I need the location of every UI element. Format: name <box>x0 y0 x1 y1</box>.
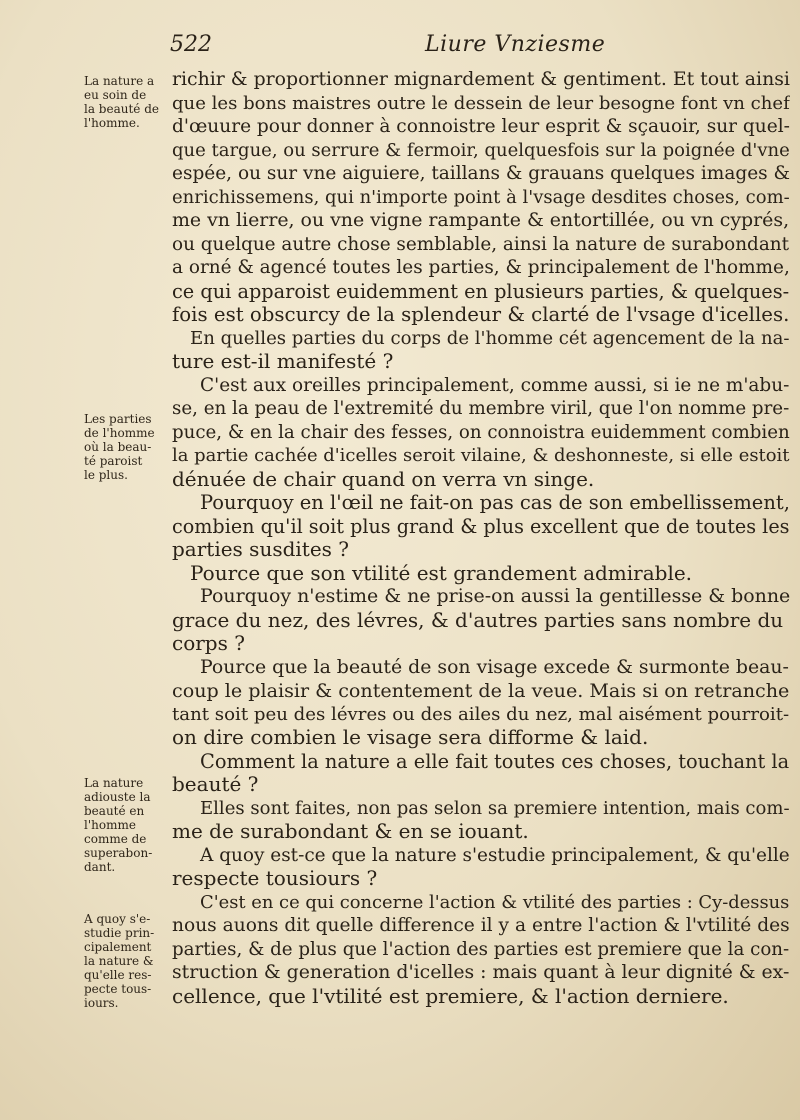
margin-note <box>84 776 170 874</box>
text-line: Pourquoy n'estime & ne prise-on aussi la gentillesse & bonne <box>200 585 790 607</box>
text-line: combien qu'il soit plus grand & plus excellent que de toutes les <box>172 514 790 538</box>
margin-note-line: eu soin de <box>84 88 147 102</box>
text-line: En quelles parties du corps de l'homme cét agencement de la na- <box>190 327 790 349</box>
text-line: C'est en ce qui concerne l'action & vtilité des parties : Cy-dessus <box>200 891 790 913</box>
margin-note-line: cipalement <box>84 940 152 954</box>
text-line: que targue, ou serrure & fermoir, quelquesfois sur la poignée d'vne <box>172 139 790 161</box>
margin-note-line: pecte tous- <box>84 982 152 996</box>
margin-note <box>84 412 170 482</box>
margin-note-line: où la beau- <box>84 440 152 454</box>
margin-note-line: té paroist <box>84 454 143 468</box>
text-line: Pource que la beauté de son visage excede & surmonte beau- <box>200 655 789 678</box>
text-line: tant soit peu des lévres ou des ailes du nez, mal aisément pourroit- <box>172 703 790 725</box>
text-line: Comment la nature a elle fait toutes ces choses, touchant la <box>200 749 790 773</box>
margin-note <box>84 912 170 1010</box>
margin-note-line: La nature a <box>84 74 155 88</box>
text-line: coup le plaisir & contentement de la veue. Mais si on retranche <box>172 679 790 702</box>
margin-note-line: beauté en <box>84 804 145 818</box>
text-line: struction & generation d'icelles : mais quant à leur dignité & ex- <box>172 962 790 983</box>
margin-note-line: comme de <box>84 832 147 846</box>
page-number: 522 <box>170 32 212 57</box>
text-line: d'œuure pour donner à connoistre leur esprit & sçauoir, sur quel- <box>172 116 790 137</box>
margin-note-line: Les parties <box>84 412 152 426</box>
margin-note-line: la nature & <box>84 954 154 968</box>
text-line: richir & proportionner mignardement & gentiment. Et tout ainsi <box>172 68 790 90</box>
body-text <box>172 68 790 1008</box>
text-line: Pource que son vtilité est grandement admirable. <box>190 561 693 585</box>
text-line: fois est obscurcy de la splendeur & clarté de l'vsage d'icelles. <box>172 303 790 326</box>
text-line: espée, ou sur vne aiguiere, taillans & grauans quelques images & <box>172 163 790 184</box>
text-line: grace du nez, des lévres, & d'autres parties sans nombre du <box>172 608 784 632</box>
text-line: se, en la peau de l'extremité du membre viril, que l'on nomme pre- <box>172 398 790 419</box>
text-line: enrichissemens, qui n'importe point à l'vsage desdites choses, com- <box>172 186 790 208</box>
text-line: nous auons dit quelle difference il y a entre l'action & l'vtilité des <box>172 915 790 936</box>
text-line: puce, & en la chair des fesses, on connoistra euidemment combien <box>172 421 790 443</box>
margin-note-line: le plus. <box>84 468 128 482</box>
running-title: Liure Vnziesme <box>425 32 606 57</box>
text-line: Elles sont faites, non pas selon sa premiere intention, mais com- <box>200 797 790 819</box>
page-header <box>170 32 790 62</box>
text-line: a orné & agencé toutes les parties, & principalement de l'homme, <box>172 257 790 278</box>
margin-note-line: studie prin- <box>84 926 155 940</box>
text-line: on dire combien le visage sera difforme & laid. <box>172 726 649 749</box>
text-line: corps ? <box>172 632 245 655</box>
text-line: dénuée de chair quand on verra vn singe. <box>172 467 595 491</box>
margin-note-line: dant. <box>84 860 116 874</box>
text-line: beauté ? <box>172 773 259 796</box>
text-line: C'est aux oreilles principalement, comme aussi, si ie ne m'abu- <box>200 374 790 396</box>
margin-note-line: l'homme. <box>84 116 140 130</box>
text-line: A quoy est-ce que la nature s'estudie principalement, & qu'elle <box>200 844 790 866</box>
margin-note-line: superabon- <box>84 846 153 860</box>
margin-note-line: la beauté de <box>84 102 159 116</box>
text-line: me de surabondant & en se iouant. <box>172 820 529 843</box>
text-line: parties, & de plus que l'action des parties est premiere que la con- <box>172 938 790 960</box>
text-line: ture est-il manifesté ? <box>172 350 394 373</box>
margin-note-line: La nature <box>84 776 144 790</box>
text-line: que les bons maistres outre le dessein de leur besogne font vn chef <box>172 92 790 114</box>
margin-note <box>84 74 170 130</box>
text-line: respecte tousiours ? <box>172 867 378 890</box>
margin-note-line: de l'homme <box>84 426 155 440</box>
margin-note-line: A quoy s'e- <box>84 912 151 926</box>
margin-note-line: adiouste la <box>84 790 151 804</box>
text-line: ou quelque autre chose semblable, ainsi la nature de surabondant <box>172 233 789 255</box>
margin-note-line: iours. <box>84 996 119 1010</box>
text-line: Pourquoy en l'œil ne fait-on pas cas de son embellissement, <box>200 491 790 514</box>
margin-note-line: qu'elle res- <box>84 968 152 982</box>
text-line: ce qui apparoist euidemment en plusieurs parties, & quelques- <box>172 279 790 303</box>
text-line: cellence, que l'vtilité est premiere, & l'action derniere. <box>172 984 729 1008</box>
text-line: la partie cachée d'icelles seroit vilaine, & deshonneste, si elle estoit <box>172 445 790 466</box>
margin-note-line: l'homme <box>84 818 136 832</box>
text-line: parties susdites ? <box>172 538 350 561</box>
text-line: me vn lierre, ou vne vigne rampante & entortillée, ou vn cyprés, <box>172 209 790 231</box>
